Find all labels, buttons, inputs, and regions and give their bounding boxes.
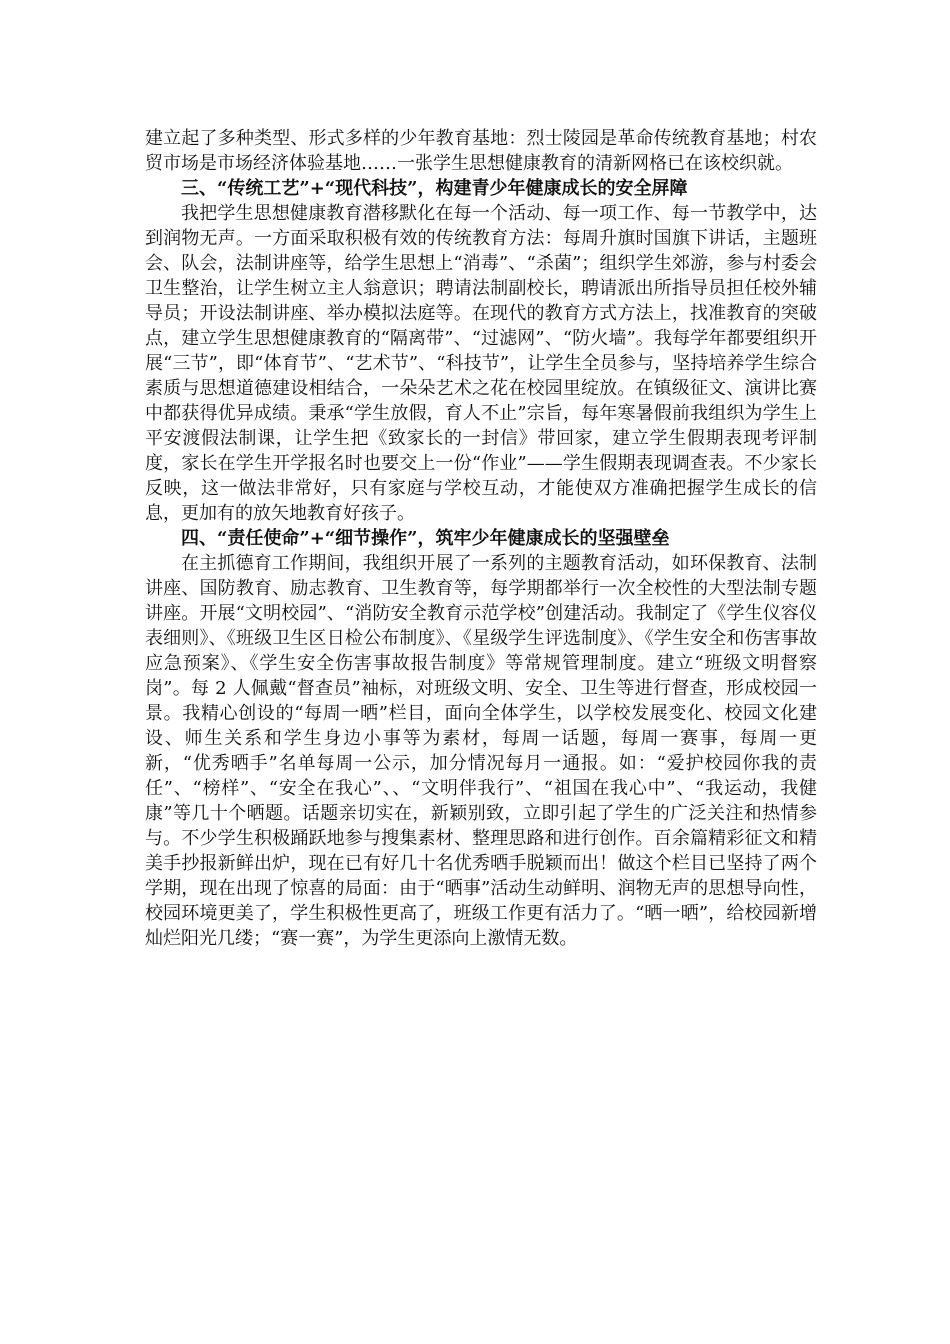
document-page bbox=[145, 126, 817, 951]
paragraph-2: 我把学生思想健康教育潜移默化在每一个活动、每一项工作、每一节教学中，达到润物无声。一方面采取积极有效的传统教育方法：每周升旗时国旗下讲话，主题班会、队会，法制讲座等，给学生思想上“消毒”、“杀菌”；组织学生郊游，参与村委会卫生整治，让学生树立主人翁意识；聘请法制副校长，聘请派出所指导员担任校外辅导员；开设法制讲座、举办模拟法庭等。在现代的教育方式方法上，找准教育的突破点，建立学生思想健康教育的“隔离带”、“过滤网”、“防火墙”。我每学年都要组织开展“三节”，即“体育节”、“艺术节”、“科技节”，让学生全员参与，坚持培养学生综合素质与思想道德建设相结合，一朵朵艺术之花在校园里绽放。在镇级征文、演讲比赛中都获得优异成绩。秉承“学生放假，育人不止”宗旨，每年寒暑假前我组织为学生上平安渡假法制课，让学生把《致家长的一封信》带回家，建立学生假期表现考评制度，家长在学生开学报名时也要交上一份“作业”——学生假期表现调查表。不少家长反映，这一做法非常好，只有家庭与学校互动，才能使双方准确把握学生成长的信息，更加有的放矢地教育好孩子。 bbox=[145, 203, 817, 524]
section-heading-3: 三、“传统工艺”+“现代科技”，构建青少年健康成长的安全屏障 bbox=[181, 178, 688, 199]
section-heading-4: 四、“责任使命”+“细节操作”，筑牢少年健康成长的坚强壁垒 bbox=[181, 528, 670, 549]
paragraph-1: 建立起了多种类型、形式多样的少年教育基地：烈士陵园是革命传统教育基地；村农贸市场是市场经济体验基地……一张学生思想健康教育的清新网格已在该校织就。 bbox=[145, 128, 817, 174]
paragraph-3: 在主抓德育工作期间，我组织开展了一系列的主题教育活动，如环保教育、法制讲座、国防教育、励志教育、卫生教育等，每学期都举行一次全校性的大型法制专题讲座。开展“文明校园”、“消防安全教育示范学校”创建活动。我制定了《学生仪容仪表细则》、《班级卫生区日检公布制度》、《星级学生评选制度》、《学生安全和伤害事故应急预案》、《学生安全伤害事故报告制度》等常规管理制度。建立“班级文明督察岗”。每 2 人佩戴“督查员”袖标，对班级文明、安全、卫生等进行督查，形成校园一景。我精心创设的“每周一晒”栏目，面向全体学生，以学校发展变化、校园文化建设、师生关系和学生身边小事等为素材，每周一话题，每周一赛事，每周一更新，“优秀晒手”名单每周一公示，加分情况每月一通报。如：“爱护校园你我的责任”、“榜样”、“安全在我心”、、“文明伴我行”、“祖国在我心中”、“我运动，我健康”等几十个晒题。话题亲切实在，新颖别致，立即引起了学生的广泛关注和热情参与。不少学生积极踊跃地参与搜集素材、整理思路和进行创作。百余篇精彩征文和精美手抄报新鲜出炉，现在已有好几十名优秀晒手脱颖而出！做这个栏目已坚持了两个学期，现在出现了惊喜的局面：由于“晒事”活动生动鲜明、润物无声的思想导向性，校园环境更美了，学生积极性更高了，班级工作更有活力了。“晒一晒”，给校园新增灿烂阳光几缕；“赛一赛”，为学生更添向上激情无数。 bbox=[145, 553, 817, 949]
